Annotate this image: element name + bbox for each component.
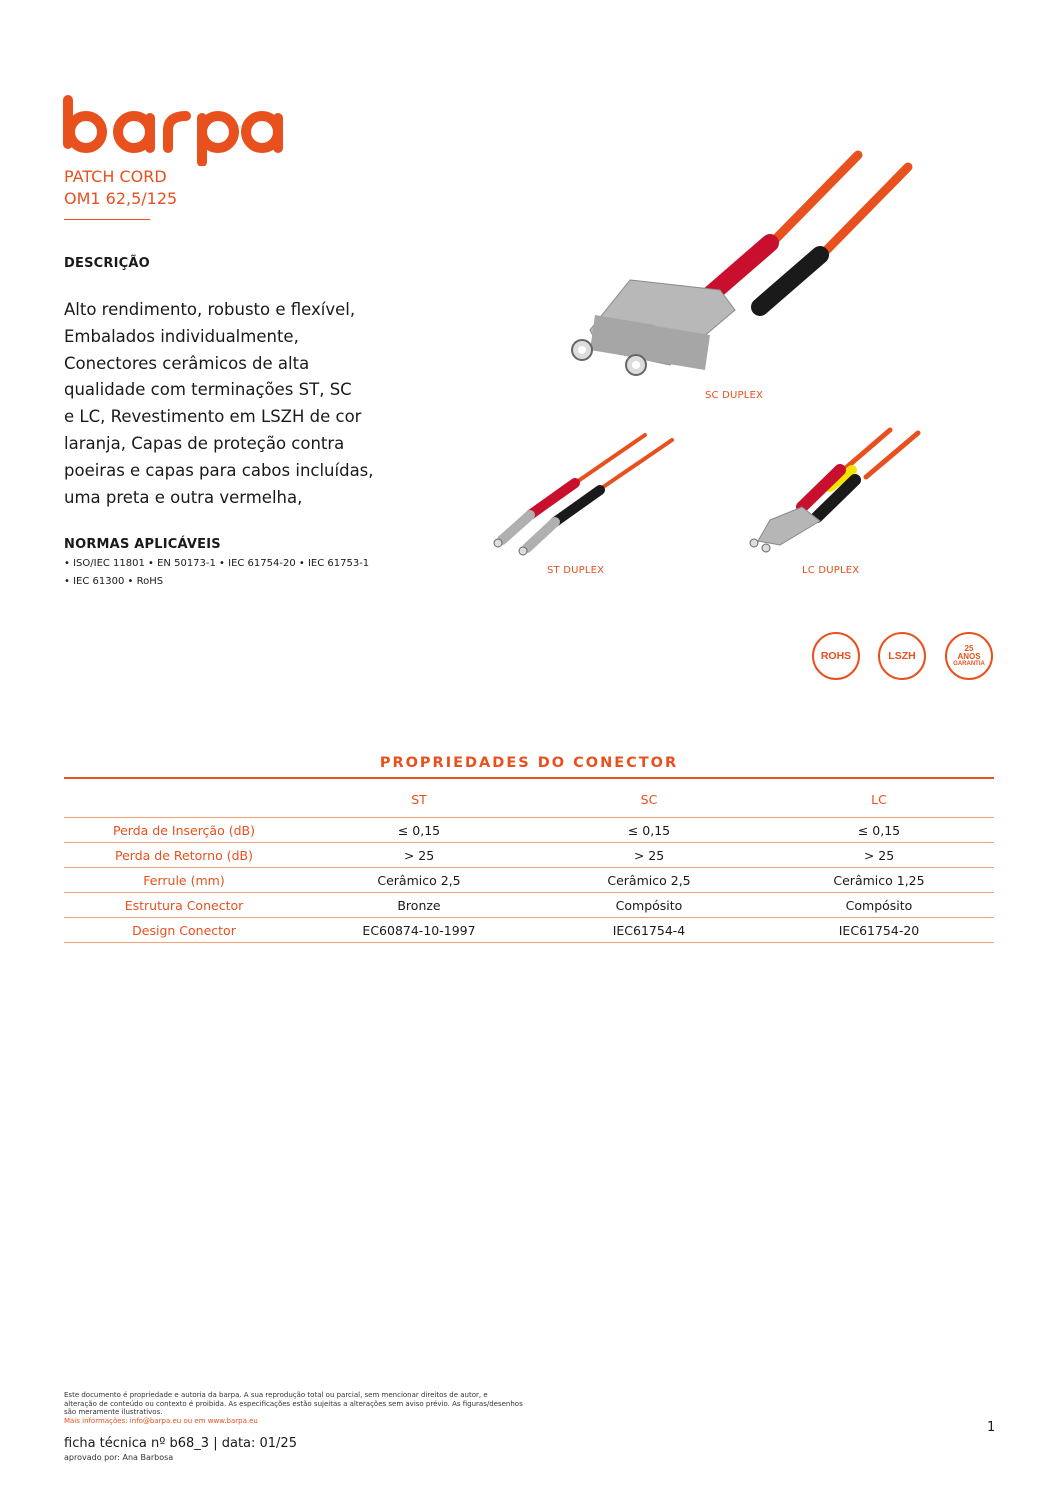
page-number: 1 [987, 1420, 996, 1435]
warranty-word: ANOS [957, 652, 981, 661]
table-header-cell [64, 787, 304, 818]
lc-duplex-caption: LC DUPLEX [802, 565, 860, 576]
table-cell: ≤ 0,15 [534, 818, 764, 843]
legal-line: Este documento é propriedade e autoria da barpa. A sua reprodução total ou parcial, sem mencionar direitos de autor, e [64, 1391, 488, 1399]
table-row-label: Estrutura Conector [64, 893, 304, 918]
warranty-years: 25 [964, 644, 974, 653]
table-cell: Compósito [764, 893, 994, 918]
description-line: Embalados individualmente, [64, 326, 299, 346]
table-cell: Compósito [534, 893, 764, 918]
description-line: qualidade com terminações ST, SC [64, 380, 352, 400]
approved-by: aprovado por: Ana Barbosa [64, 1453, 174, 1462]
st-duplex-caption: ST DUPLEX [547, 565, 605, 576]
norms-line-2: • IEC 61300 • RoHS [64, 576, 164, 587]
description-heading: DESCRIÇÃO [64, 256, 150, 271]
st-duplex-image [490, 430, 680, 560]
table-row [64, 893, 994, 918]
description-line: Alto rendimento, robusto e flexível, [64, 300, 356, 319]
norms-heading: NORMAS APLICÁVEIS [64, 537, 221, 552]
product-title-line2: OM1 62,5/125 [64, 189, 178, 208]
sc-duplex-caption: SC DUPLEX [705, 390, 764, 401]
table-cell: > 25 [764, 843, 994, 868]
table-cell: > 25 [534, 843, 764, 868]
table-cell: Cerâmico 2,5 [534, 868, 764, 893]
table-row-label: Perda de Retorno (dB) [64, 843, 304, 868]
table-row [64, 818, 994, 843]
table-row-label: Perda de Inserção (dB) [64, 818, 304, 843]
connector-properties-table [64, 787, 994, 943]
table-cell: > 25 [304, 843, 534, 868]
description-text [64, 297, 394, 511]
table-cell: Cerâmico 1,25 [764, 868, 994, 893]
table-header-row [64, 787, 994, 818]
table-cell: Cerâmico 2,5 [304, 868, 534, 893]
sc-duplex-image [570, 145, 920, 385]
description-line: e LC, Revestimento em LSZH de cor [64, 407, 362, 427]
barpa-logo [62, 94, 288, 166]
table-cell: IEC61754-20 [764, 918, 994, 943]
description-line: laranja, Capas de proteção contra [64, 433, 345, 453]
product-title-line1: PATCH CORD [64, 167, 167, 186]
title-divider [64, 219, 150, 220]
table-header-cell: ST [411, 791, 427, 807]
table-row-label: Ferrule (mm) [64, 868, 304, 893]
warranty-badge [945, 632, 993, 680]
table-title: PROPRIEDADES DO CONECTOR [379, 755, 679, 771]
legal-line: alteração de conteúdo ou contexto é proibida. As especificações estão sujeitas a alterações sem aviso prévio. As figuras/desenhos [64, 1399, 523, 1408]
table-cell: IEC61754-4 [534, 918, 764, 943]
norms-line-1: • ISO/IEC 11801 • EN 50173-1 • IEC 61754-20 • IEC 61753-1 [64, 558, 370, 569]
lszh-badge [878, 632, 926, 680]
description-line: poeiras e capas para cabos incluídas, [64, 460, 374, 480]
table-cell: ≤ 0,15 [304, 818, 534, 843]
lszh-badge-label: LSZH [888, 650, 916, 662]
table-row [64, 868, 994, 893]
table-top-rule [64, 777, 994, 779]
lc-duplex-image [740, 425, 925, 555]
table-cell: EC60874-10-1997 [304, 918, 534, 943]
rohs-badge-label: ROHS [820, 650, 852, 662]
table-row [64, 843, 994, 868]
table-header-cell: SC [640, 791, 658, 807]
description-line: uma preta e outra vermelha, [64, 487, 303, 507]
rohs-badge [812, 632, 860, 680]
table-cell: ≤ 0,15 [764, 818, 994, 843]
table-row-label: Design Conector [64, 918, 304, 943]
description-line: Conectores cerâmicos de alta [64, 353, 310, 373]
table-row [64, 918, 994, 943]
table-header-cell: LC [871, 791, 887, 807]
more-info-link[interactable]: Mais informações: info@barpa.eu ou em www.barpa.eu [64, 1416, 258, 1425]
warranty-sub: GARANTIA [953, 661, 985, 667]
legal-notice [64, 1391, 524, 1425]
table-cell: Bronze [304, 893, 534, 918]
sheet-info: ficha técnica nº b68_3 | data: 01/25 [64, 1436, 297, 1451]
legal-line: são meramente ilustrativos. [64, 1408, 163, 1416]
